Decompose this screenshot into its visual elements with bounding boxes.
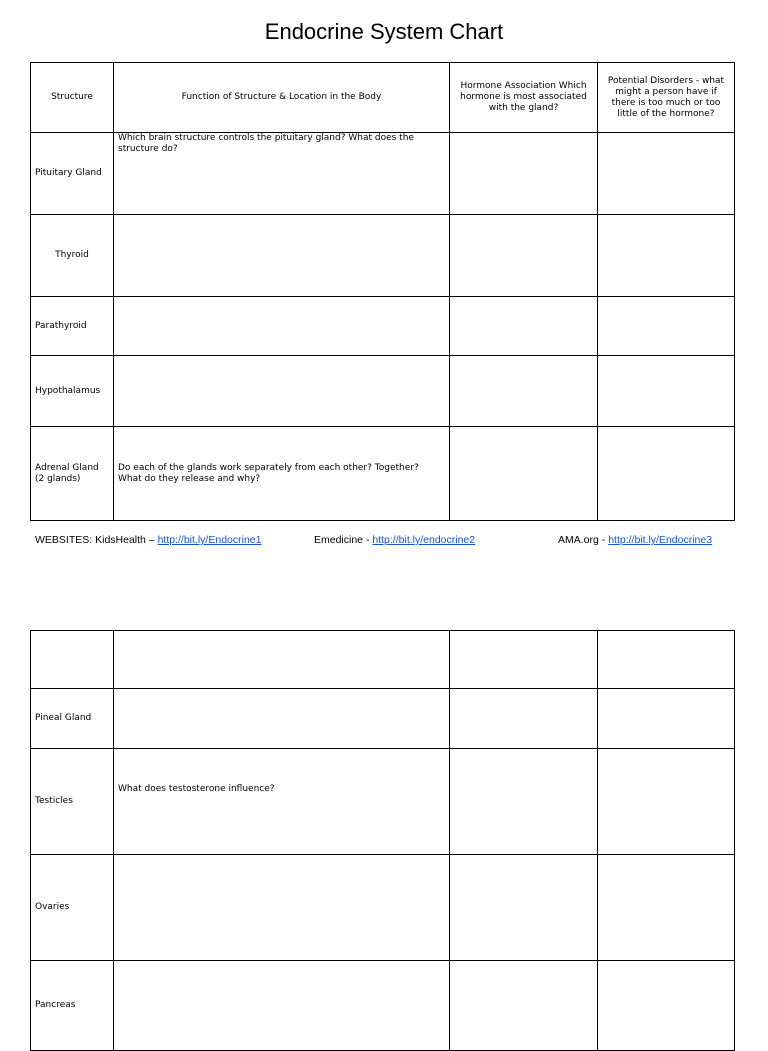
- websites-group-emedicine: [314, 534, 475, 546]
- function-cell-parathyroid[interactable]: [114, 297, 450, 356]
- disorders-cell-pineal[interactable]: [598, 689, 735, 749]
- structure-cell-testicles: Testicles: [31, 749, 114, 855]
- header-structure: Structure: [31, 63, 114, 133]
- table-row: [31, 297, 735, 356]
- function-cell-adrenal[interactable]: Do each of the glands work separately from each other? Together? What do they release and why?: [114, 427, 450, 521]
- hormone-cell-testicles[interactable]: [450, 749, 598, 855]
- disorders-cell-pituitary[interactable]: [598, 133, 735, 215]
- endocrine-chart-table-1: [30, 62, 735, 521]
- disorders-cell-blank[interactable]: [598, 631, 735, 689]
- table-row: [31, 427, 735, 521]
- structure-cell-adrenal: Adrenal Gland (2 glands): [31, 427, 114, 521]
- table-row: [31, 749, 735, 855]
- function-cell-hypothalamus[interactable]: [114, 356, 450, 427]
- website-name-kidshealth: KidsHealth –: [95, 534, 155, 546]
- hormone-cell-pituitary[interactable]: [450, 133, 598, 215]
- table-row: [31, 961, 735, 1051]
- disorders-cell-testicles[interactable]: [598, 749, 735, 855]
- hormone-cell-hypothalamus[interactable]: [450, 356, 598, 427]
- function-cell-ovaries[interactable]: [114, 855, 450, 961]
- hormone-cell-adrenal[interactable]: [450, 427, 598, 521]
- structure-cell-pineal: Pineal Gland: [31, 689, 114, 749]
- kidshealth-link[interactable]: http://bit.ly/Endocrine1: [157, 534, 262, 546]
- emedicine-link[interactable]: http://bit.ly/endocrine2: [372, 534, 476, 546]
- hormone-cell-parathyroid[interactable]: [450, 297, 598, 356]
- website-name-ama: AMA.org -: [558, 534, 606, 546]
- function-cell-thyroid[interactable]: [114, 215, 450, 297]
- table-row: [31, 133, 735, 215]
- disorders-cell-thyroid[interactable]: [598, 215, 735, 297]
- structure-cell-thyroid: Thyroid: [31, 215, 114, 297]
- header-disorders: Potential Disorders - what might a person have if there is too much or too little of the hormone?: [598, 63, 735, 133]
- hormone-cell-thyroid[interactable]: [450, 215, 598, 297]
- function-cell-blank[interactable]: [114, 631, 450, 689]
- structure-cell-hypothalamus: Hypothalamus: [31, 356, 114, 427]
- table-row: [31, 689, 735, 749]
- disorders-cell-hypothalamus[interactable]: [598, 356, 735, 427]
- websites-group-ama: [558, 534, 712, 546]
- table-header-row: [31, 63, 735, 133]
- disorders-cell-pancreas[interactable]: [598, 961, 735, 1051]
- disorders-cell-ovaries[interactable]: [598, 855, 735, 961]
- hormone-cell-pancreas[interactable]: [450, 961, 598, 1051]
- table-row: [31, 631, 735, 689]
- disorders-cell-adrenal[interactable]: [598, 427, 735, 521]
- website-name-emedicine: Emedicine -: [314, 534, 370, 546]
- header-function: Function of Structure & Location in the Body: [114, 63, 450, 133]
- endocrine-chart-table-2: [30, 630, 735, 1051]
- function-cell-testicles[interactable]: What does testosterone influence?: [114, 749, 450, 855]
- websites-label: WEBSITES:: [35, 534, 93, 546]
- websites-group-kidshealth: [35, 534, 261, 546]
- websites-line: [35, 534, 725, 548]
- structure-cell-pituitary: Pituitary Gland: [31, 133, 114, 215]
- function-cell-pancreas[interactable]: [114, 961, 450, 1051]
- hormone-cell-ovaries[interactable]: [450, 855, 598, 961]
- ama-link[interactable]: http://bit.ly/Endocrine3: [608, 534, 713, 546]
- header-hormone: Hormone Association Which hormone is most associated with the gland?: [450, 63, 598, 133]
- structure-cell-ovaries: Ovaries: [31, 855, 114, 961]
- table-row: [31, 356, 735, 427]
- table-row: [31, 215, 735, 297]
- page-title: Endocrine System Chart: [264, 19, 504, 44]
- structure-cell-blank: [31, 631, 114, 689]
- disorders-cell-parathyroid[interactable]: [598, 297, 735, 356]
- structure-cell-parathyroid: Parathyroid: [31, 297, 114, 356]
- function-cell-pineal[interactable]: [114, 689, 450, 749]
- structure-cell-pancreas: Pancreas: [31, 961, 114, 1051]
- hormone-cell-blank[interactable]: [450, 631, 598, 689]
- hormone-cell-pineal[interactable]: [450, 689, 598, 749]
- table-row: [31, 855, 735, 961]
- function-cell-pituitary[interactable]: Which brain structure controls the pituitary gland? What does the structure do?: [114, 133, 450, 215]
